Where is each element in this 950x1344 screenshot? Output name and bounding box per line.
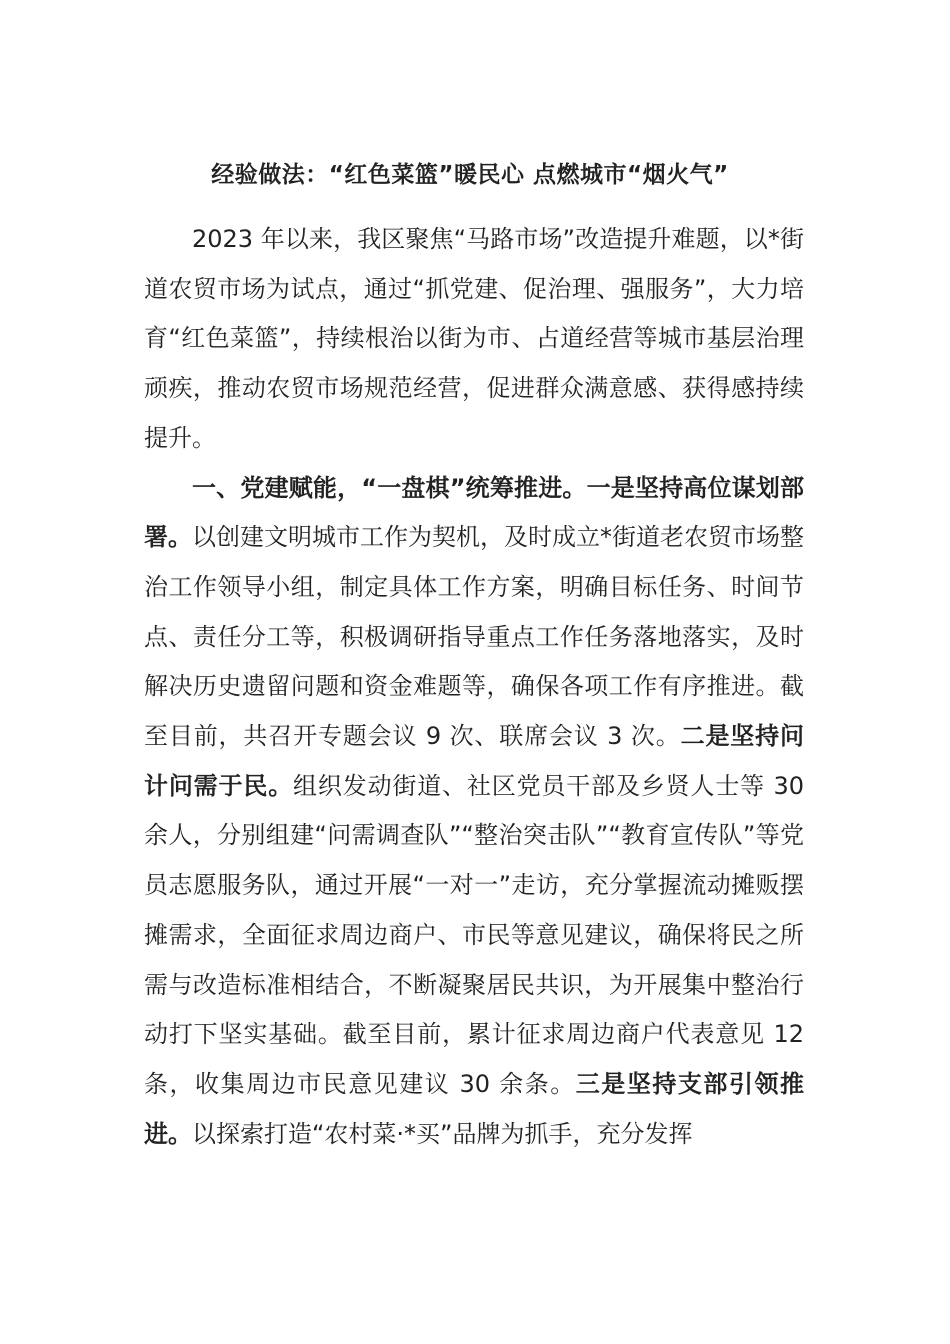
document-title: 经验做法：“红色菜篮”暖民心 点燃城市“烟火气”: [211, 162, 729, 188]
intro-paragraph: 2023 年以来，我区聚焦“马路市场”改造提升难题，以*街道农贸市场为试点，通过“抓党建、促治理、强服务”，大力培育“红色菜篮”，持续根治以街为市、占道经营等城市基层治理顽疾，推动农贸市场规范经营，促进群众满意感、获得感持续提升。: [144, 225, 804, 452]
document-body: [144, 215, 804, 1159]
point-3-title: 三是坚持支部引领推进。: [144, 1069, 805, 1148]
point-1-title: 一是坚持高位谋划部署。: [144, 473, 805, 552]
point-1-text: 以创建文明城市工作为契机，及时成立*街道老农贸市场整治工作领导小组，制定具体工作方案，明确目标任务、时间节点、责任分工等，积极调研指导重点工作任务落地落实，及时解决历史遗留问题和资金难题等，确保各项工作有序推进。截至目前，共召开专题会议 9 次、联席会议 3 次。: [144, 523, 804, 751]
section-1-heading: 一、党建赋能，“一盘棋”统筹推进。: [192, 473, 587, 502]
point-3-text: 以探索打造“农村菜·*买”品牌为抓手，充分发挥: [192, 1119, 693, 1148]
point-2-text: 组织发动街道、社区党员干部及乡贤人士等 30 余人，分别组建“问需调查队”“整治突击队”“教育宣传队”等党员志愿服务队，通过开展“一对一”走访，充分掌握流动摊贩摆摊需求，全面征求周边商户、市民等意见建议，确保将民之所需与改造标准相结合，不断凝聚居民共识，为开展集中整治行动打下坚实基础。截至目前，累计征求周边商户代表意见 12 条，收集周边市民意见建议 30 余条。: [144, 771, 805, 1098]
point-2-title: 二是坚持问计问需于民。: [144, 722, 804, 800]
section-1-paragraph: [144, 464, 804, 1160]
